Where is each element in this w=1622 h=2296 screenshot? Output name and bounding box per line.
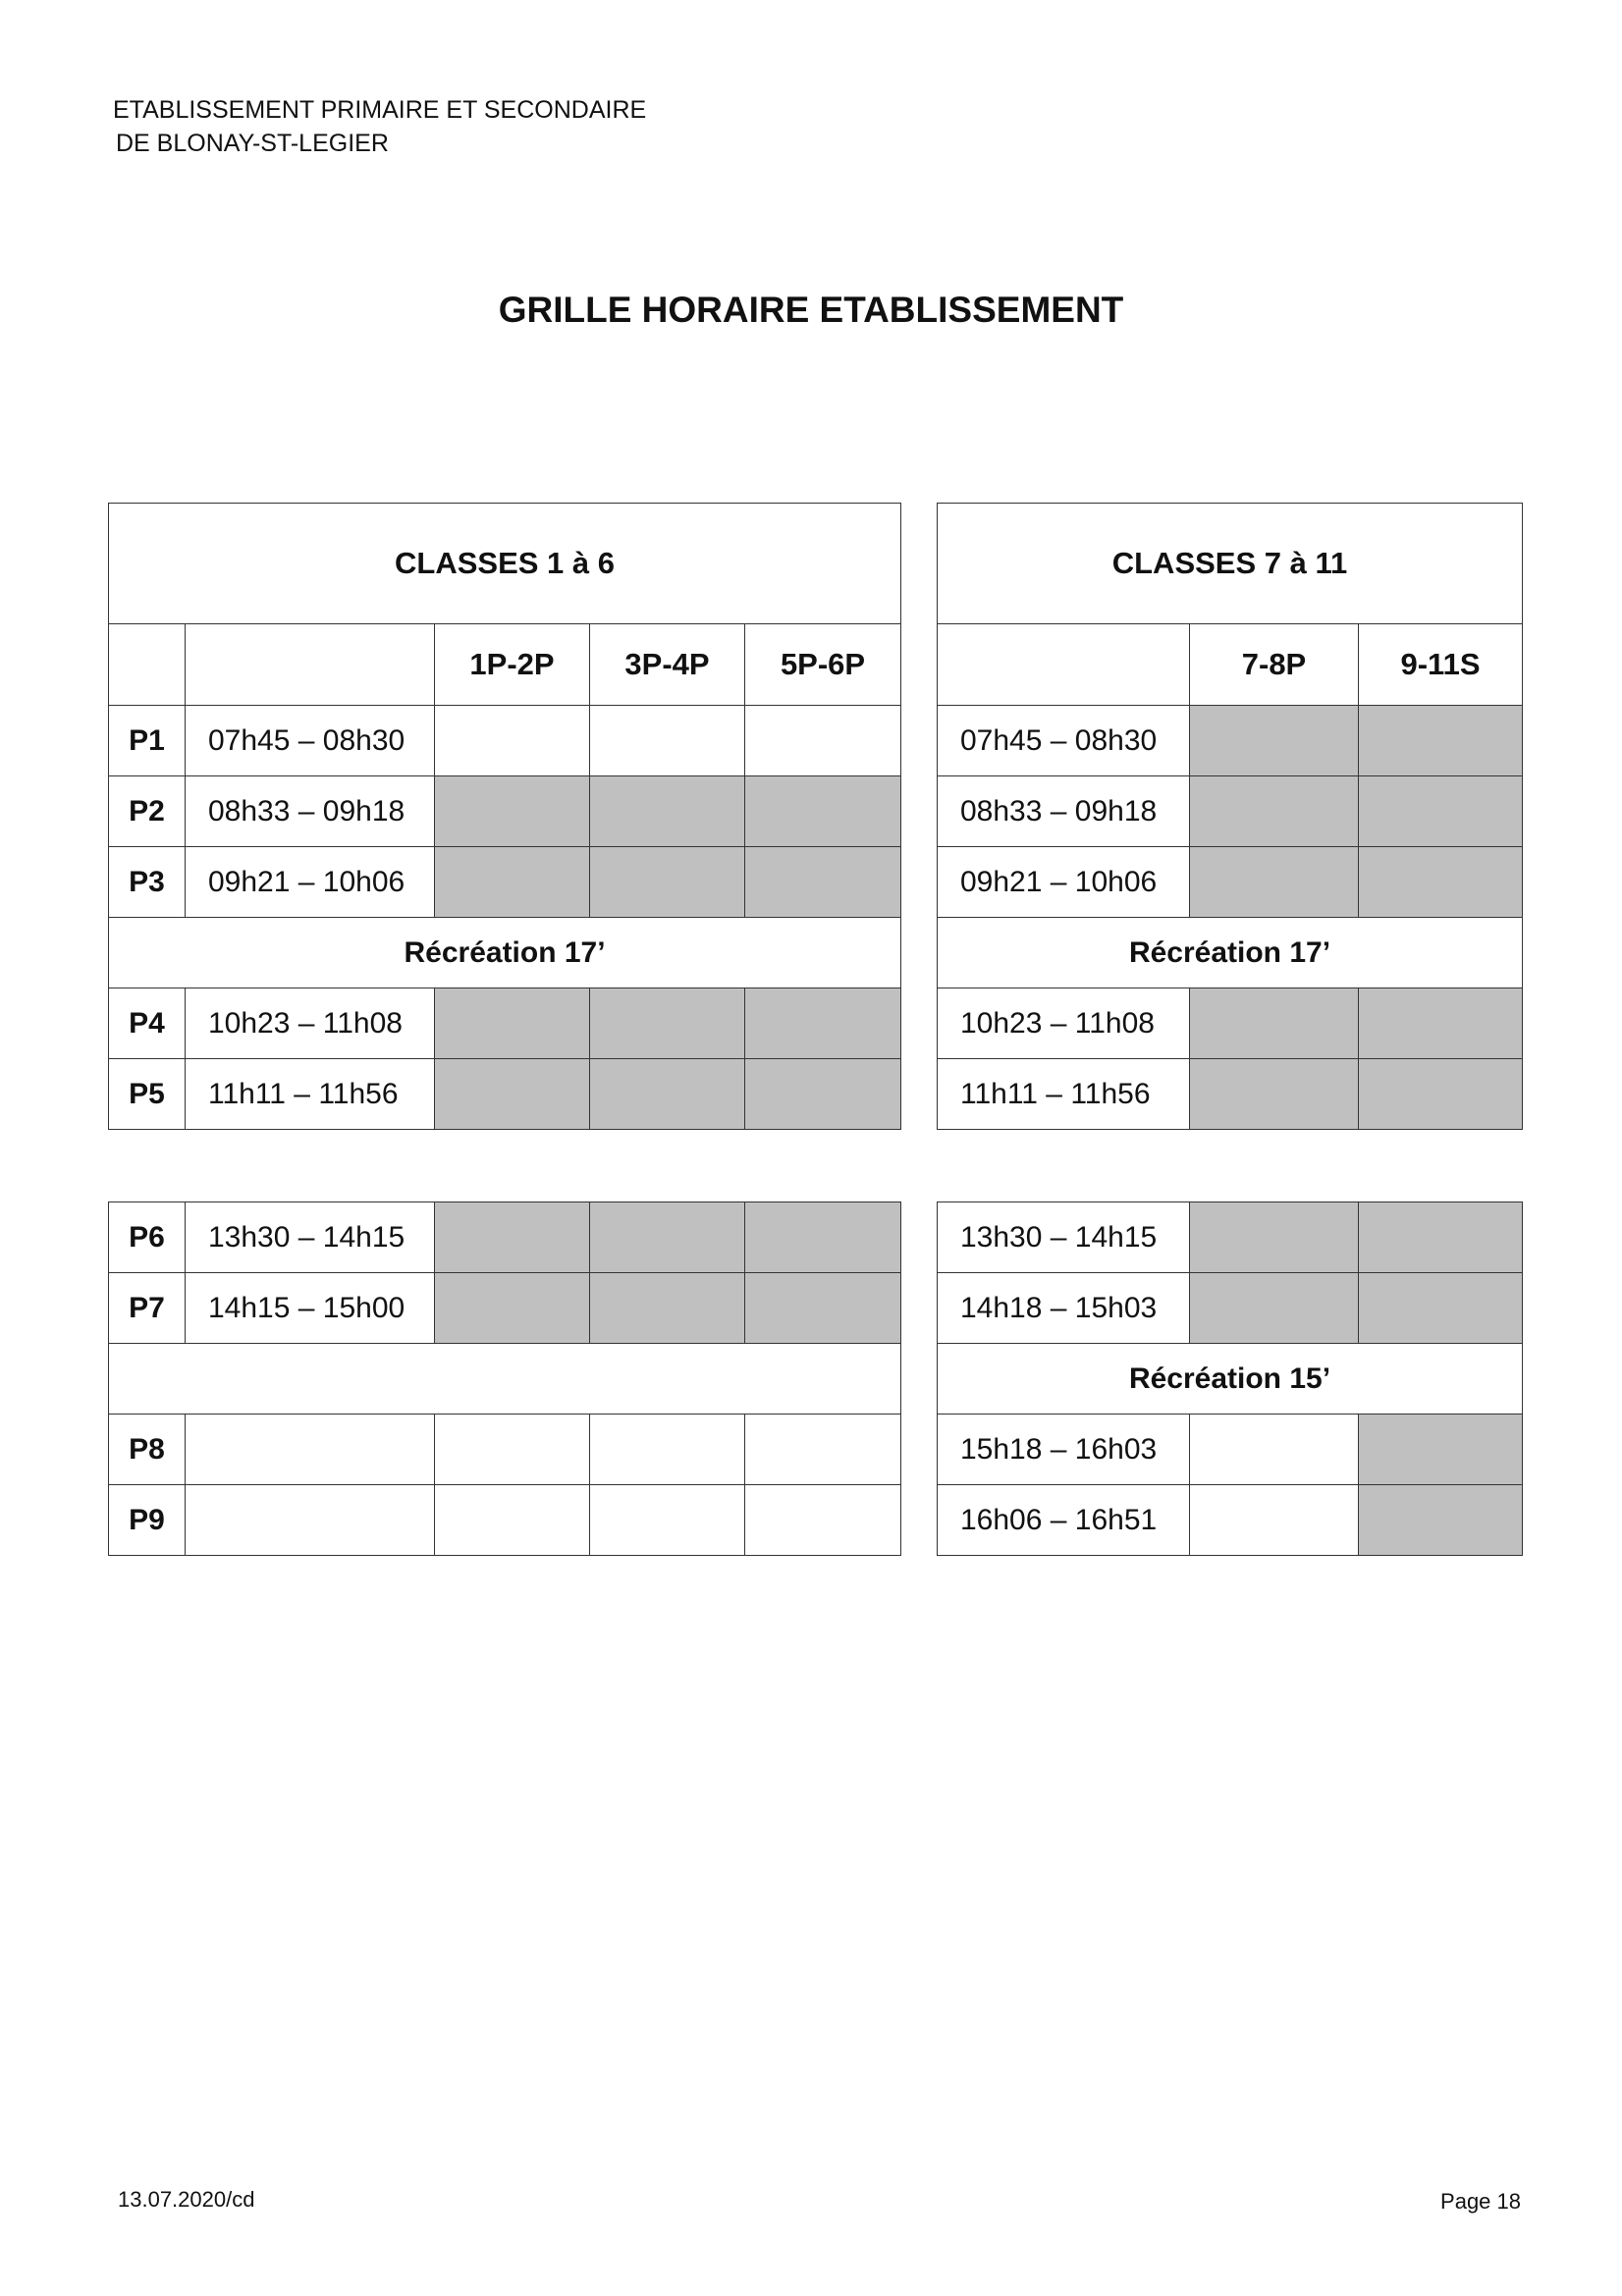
slot-cell	[435, 706, 590, 776]
period-time: 11h11 – 11h56	[938, 1059, 1190, 1130]
slot-cell-shaded	[745, 847, 901, 918]
slot-cell	[435, 1485, 590, 1556]
recreation-label: Récréation 15’	[938, 1344, 1523, 1415]
slot-cell-shaded	[1359, 847, 1523, 918]
slot-cell-shaded	[590, 776, 745, 847]
classes-1-6-morning-table	[108, 503, 901, 1130]
slot-cell	[1190, 1485, 1359, 1556]
table-row	[109, 847, 901, 918]
blank-break-row	[109, 1344, 901, 1415]
classes-1-6-afternoon-table	[108, 1201, 901, 1556]
recreation-label: Récréation 17’	[938, 918, 1523, 988]
period-time: 16h06 – 16h51	[938, 1485, 1190, 1556]
classes-7-11-morning-table	[937, 503, 1523, 1130]
slot-cell	[590, 706, 745, 776]
slot-cell-shaded	[1190, 776, 1359, 847]
slot-cell-shaded	[435, 847, 590, 918]
slot-cell	[745, 1485, 901, 1556]
table-row	[109, 1059, 901, 1130]
table-row	[938, 1202, 1523, 1273]
period-time: 13h30 – 14h15	[938, 1202, 1190, 1273]
empty-header-cell	[938, 624, 1190, 706]
period-label: P6	[109, 1202, 186, 1273]
period-label: P4	[109, 988, 186, 1059]
table-row	[109, 776, 901, 847]
period-label: P1	[109, 706, 186, 776]
slot-cell	[435, 1415, 590, 1485]
table-row	[109, 1273, 901, 1344]
slot-cell-shaded	[1190, 706, 1359, 776]
slot-cell-shaded	[1359, 1059, 1523, 1130]
column-header: 1P-2P	[435, 624, 590, 706]
recreation-row	[109, 918, 901, 988]
period-time: 09h21 – 10h06	[186, 847, 435, 918]
period-label: P9	[109, 1485, 186, 1556]
table-row	[938, 847, 1523, 918]
table-row	[938, 988, 1523, 1059]
period-time: 08h33 – 09h18	[938, 776, 1190, 847]
period-time: 10h23 – 11h08	[186, 988, 435, 1059]
slot-cell	[590, 1415, 745, 1485]
period-label: P7	[109, 1273, 186, 1344]
page-title: GRILLE HORAIRE ETABLISSEMENT	[498, 290, 1124, 330]
table-row	[938, 1415, 1523, 1485]
period-time: 13h30 – 14h15	[186, 1202, 435, 1273]
slot-cell-shaded	[745, 1059, 901, 1130]
column-header: 7-8P	[1190, 624, 1359, 706]
slot-cell-shaded	[745, 776, 901, 847]
header-line-2: DE BLONAY-ST-LEGIER	[116, 130, 389, 157]
slot-cell-shaded	[590, 847, 745, 918]
period-time: 11h11 – 11h56	[186, 1059, 435, 1130]
slot-cell-shaded	[1190, 847, 1359, 918]
table-row	[109, 1415, 901, 1485]
slot-cell-shaded	[745, 1273, 901, 1344]
slot-cell-shaded	[1190, 1273, 1359, 1344]
period-time: 07h45 – 08h30	[186, 706, 435, 776]
table-row	[938, 1485, 1523, 1556]
slot-cell-shaded	[1359, 1202, 1523, 1273]
slot-cell-shaded	[435, 1202, 590, 1273]
table-row	[938, 1059, 1523, 1130]
slot-cell	[745, 706, 901, 776]
slot-cell-shaded	[435, 776, 590, 847]
slot-cell	[745, 1415, 901, 1485]
slot-cell-shaded	[590, 1059, 745, 1130]
recreation-row	[938, 1344, 1523, 1415]
period-label: P3	[109, 847, 186, 918]
column-header: 5P-6P	[745, 624, 901, 706]
slot-cell	[1190, 1415, 1359, 1485]
table-title: CLASSES 1 à 6	[109, 504, 901, 624]
slot-cell-shaded	[1359, 1273, 1523, 1344]
slot-cell-shaded	[1359, 1415, 1523, 1485]
period-label: P2	[109, 776, 186, 847]
header-line-1: ETABLISSEMENT PRIMAIRE ET SECONDAIRE	[113, 96, 647, 124]
slot-cell-shaded	[1359, 706, 1523, 776]
recreation-row	[938, 918, 1523, 988]
period-time: 08h33 – 09h18	[186, 776, 435, 847]
slot-cell-shaded	[1359, 988, 1523, 1059]
classes-7-11-afternoon-table	[937, 1201, 1523, 1556]
period-time	[186, 1485, 435, 1556]
period-label: P5	[109, 1059, 186, 1130]
period-time: 10h23 – 11h08	[938, 988, 1190, 1059]
slot-cell-shaded	[1190, 988, 1359, 1059]
period-time: 09h21 – 10h06	[938, 847, 1190, 918]
period-time: 14h18 – 15h03	[938, 1273, 1190, 1344]
slot-cell-shaded	[1359, 776, 1523, 847]
slot-cell-shaded	[1190, 1202, 1359, 1273]
school-header	[113, 93, 646, 160]
slot-cell-shaded	[745, 1202, 901, 1273]
slot-cell-shaded	[745, 988, 901, 1059]
period-time: 14h15 – 15h00	[186, 1273, 435, 1344]
period-time: 15h18 – 16h03	[938, 1415, 1190, 1485]
table-row	[938, 706, 1523, 776]
table-row	[938, 1273, 1523, 1344]
empty-header-cell	[109, 624, 186, 706]
empty-header-cell	[186, 624, 435, 706]
slot-cell-shaded	[435, 988, 590, 1059]
table-row	[109, 1202, 901, 1273]
period-time	[186, 1415, 435, 1485]
table-row	[938, 776, 1523, 847]
blank-break-cell	[109, 1344, 901, 1415]
table-title: CLASSES 7 à 11	[938, 504, 1523, 624]
slot-cell-shaded	[590, 1202, 745, 1273]
footer-date: 13.07.2020/cd	[118, 2187, 255, 2212]
slot-cell-shaded	[590, 988, 745, 1059]
slot-cell	[590, 1485, 745, 1556]
period-time: 07h45 – 08h30	[938, 706, 1190, 776]
column-header: 3P-4P	[590, 624, 745, 706]
table-row	[109, 988, 901, 1059]
slot-cell-shaded	[1359, 1485, 1523, 1556]
slot-cell-shaded	[1190, 1059, 1359, 1130]
table-row	[109, 1485, 901, 1556]
recreation-label: Récréation 17’	[109, 918, 901, 988]
slot-cell-shaded	[590, 1273, 745, 1344]
period-label: P8	[109, 1415, 186, 1485]
slot-cell-shaded	[435, 1059, 590, 1130]
slot-cell-shaded	[435, 1273, 590, 1344]
table-row	[109, 706, 901, 776]
page-number: Page 18	[1440, 2189, 1521, 2214]
column-header: 9-11S	[1359, 624, 1523, 706]
